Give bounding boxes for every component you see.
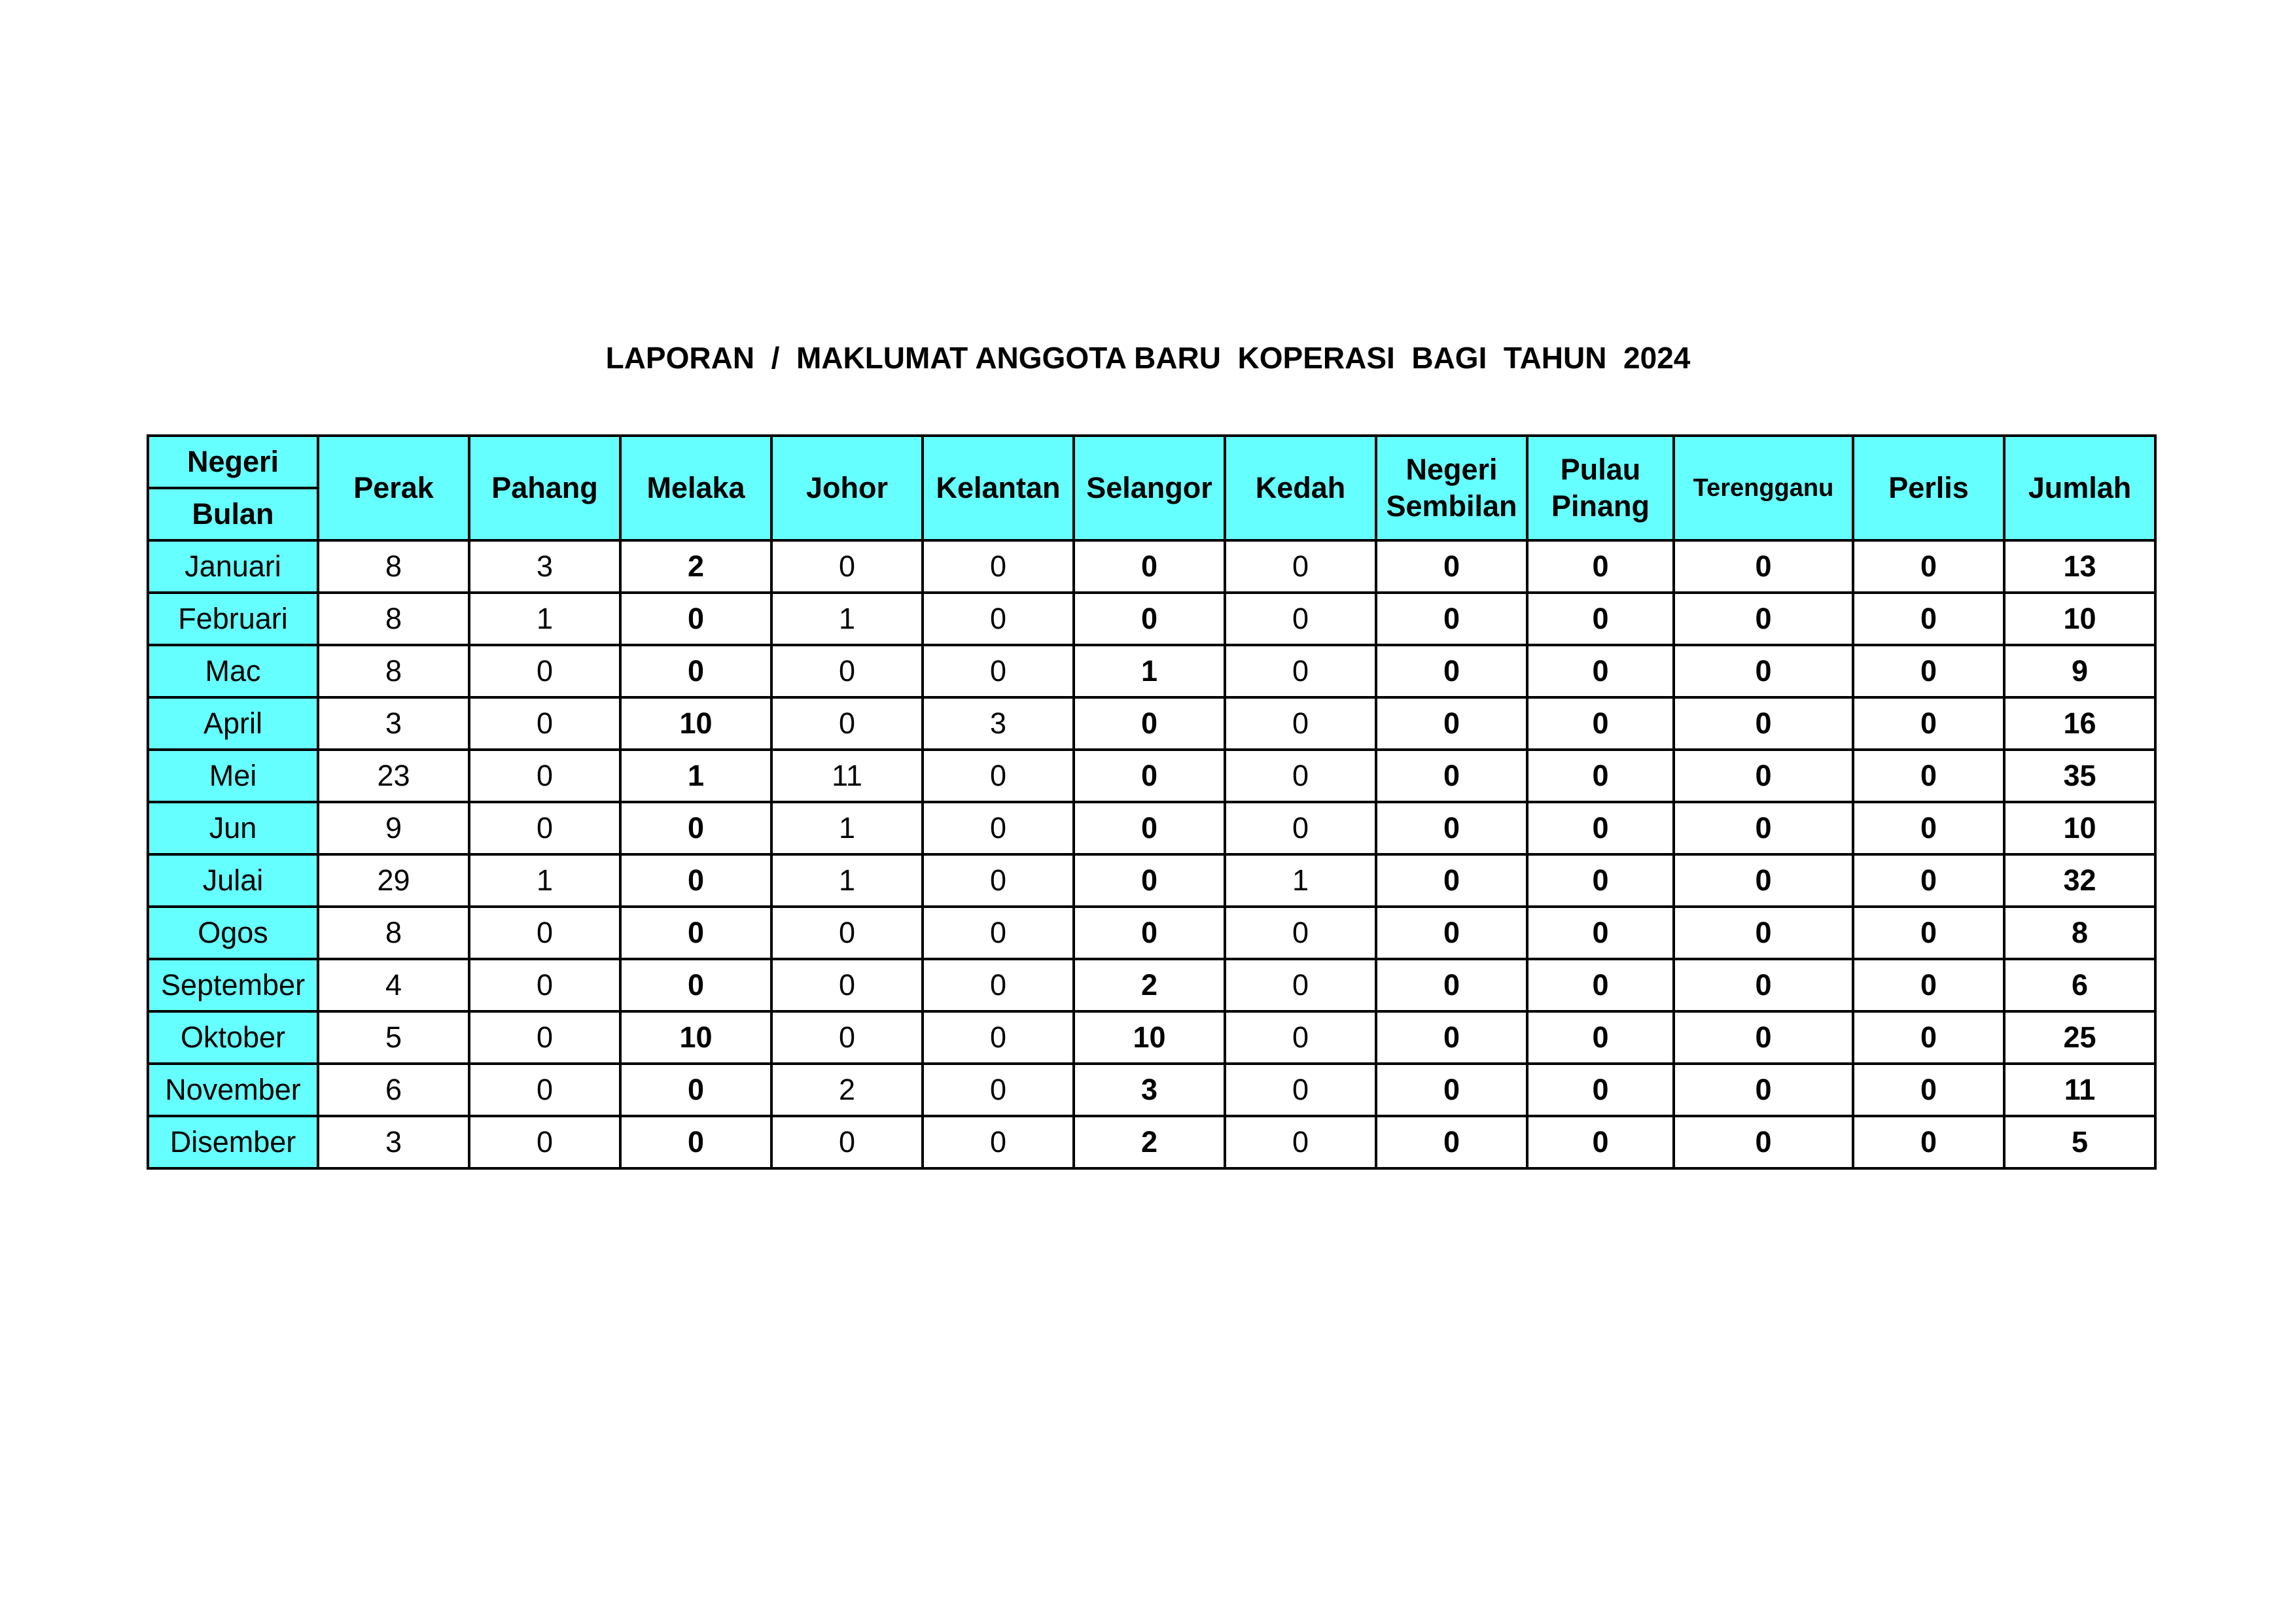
value-cell: 0 xyxy=(1674,959,1853,1011)
value-cell: 0 xyxy=(1674,645,1853,697)
value-cell: 10 xyxy=(1074,1011,1225,1064)
value-cell: 0 xyxy=(771,697,923,750)
value-cell: 0 xyxy=(1376,959,1527,1011)
value-cell: 0 xyxy=(1376,593,1527,645)
value-cell: 0 xyxy=(1225,593,1376,645)
value-cell: 0 xyxy=(923,540,1074,593)
table-row xyxy=(148,1064,2155,1116)
value-cell: 0 xyxy=(620,959,771,1011)
value-cell: 2 xyxy=(1074,1116,1225,1168)
header-johor: Johor xyxy=(771,436,923,540)
value-cell: 0 xyxy=(1376,645,1527,697)
total-cell: 10 xyxy=(2004,802,2155,854)
value-cell: 0 xyxy=(923,1064,1074,1116)
value-cell: 0 xyxy=(1225,1064,1376,1116)
value-cell: 1 xyxy=(469,593,620,645)
value-cell: 0 xyxy=(771,1011,923,1064)
value-cell: 0 xyxy=(1527,593,1674,645)
value-cell: 1 xyxy=(1225,854,1376,907)
value-cell: 1 xyxy=(469,854,620,907)
value-cell: 0 xyxy=(469,697,620,750)
value-cell: 0 xyxy=(1376,750,1527,802)
header-terengganu: Terengganu xyxy=(1674,436,1853,540)
value-cell: 29 xyxy=(318,854,469,907)
value-cell: 0 xyxy=(1074,750,1225,802)
value-cell: 0 xyxy=(1853,1064,2004,1116)
value-cell: 0 xyxy=(469,1116,620,1168)
total-cell: 13 xyxy=(2004,540,2155,593)
header-kedah: Kedah xyxy=(1225,436,1376,540)
table-header xyxy=(148,436,2155,540)
value-cell: 0 xyxy=(1225,697,1376,750)
header-melaka: Melaka xyxy=(620,436,771,540)
value-cell: 0 xyxy=(1674,750,1853,802)
value-cell: 0 xyxy=(923,593,1074,645)
month-cell: Disember xyxy=(148,1116,318,1168)
value-cell: 0 xyxy=(620,802,771,854)
total-cell: 11 xyxy=(2004,1064,2155,1116)
value-cell: 0 xyxy=(1527,645,1674,697)
value-cell: 3 xyxy=(1074,1064,1225,1116)
value-cell: 0 xyxy=(1674,697,1853,750)
value-cell: 2 xyxy=(620,540,771,593)
value-cell: 0 xyxy=(620,1116,771,1168)
value-cell: 0 xyxy=(1225,540,1376,593)
value-cell: 0 xyxy=(469,750,620,802)
value-cell: 0 xyxy=(1674,540,1853,593)
total-cell: 5 xyxy=(2004,1116,2155,1168)
value-cell: 0 xyxy=(1527,750,1674,802)
value-cell: 0 xyxy=(923,1011,1074,1064)
value-cell: 0 xyxy=(1853,750,2004,802)
total-cell: 8 xyxy=(2004,907,2155,959)
value-cell: 0 xyxy=(923,645,1074,697)
value-cell: 0 xyxy=(1376,802,1527,854)
value-cell: 5 xyxy=(318,1011,469,1064)
value-cell: 0 xyxy=(1376,1116,1527,1168)
value-cell: 0 xyxy=(1853,593,2004,645)
value-cell: 0 xyxy=(771,959,923,1011)
value-cell: 8 xyxy=(318,907,469,959)
table-row xyxy=(148,645,2155,697)
value-cell: 0 xyxy=(1225,907,1376,959)
value-cell: 0 xyxy=(923,1116,1074,1168)
header-pulau-pinang: Pulau Pinang xyxy=(1527,436,1674,540)
value-cell: 0 xyxy=(771,907,923,959)
total-cell: 10 xyxy=(2004,593,2155,645)
value-cell: 0 xyxy=(1853,959,2004,1011)
month-cell: Oktober xyxy=(148,1011,318,1064)
value-cell: 0 xyxy=(1376,907,1527,959)
value-cell: 0 xyxy=(620,593,771,645)
members-table xyxy=(147,434,2157,1170)
value-cell: 0 xyxy=(923,907,1074,959)
value-cell: 0 xyxy=(1674,802,1853,854)
total-cell: 16 xyxy=(2004,697,2155,750)
value-cell: 0 xyxy=(1376,540,1527,593)
value-cell: 0 xyxy=(1674,1064,1853,1116)
value-cell: 0 xyxy=(923,959,1074,1011)
table-row xyxy=(148,802,2155,854)
value-cell: 0 xyxy=(1853,645,2004,697)
value-cell: 0 xyxy=(620,645,771,697)
value-cell: 0 xyxy=(771,1116,923,1168)
value-cell: 0 xyxy=(1527,540,1674,593)
month-cell: September xyxy=(148,959,318,1011)
value-cell: 0 xyxy=(620,907,771,959)
month-cell: Januari xyxy=(148,540,318,593)
month-cell: Mac xyxy=(148,645,318,697)
table-row xyxy=(148,854,2155,907)
value-cell: 0 xyxy=(620,854,771,907)
value-cell: 0 xyxy=(1225,802,1376,854)
value-cell: 0 xyxy=(1074,697,1225,750)
header-negeri-sembilan: Negeri Sembilan xyxy=(1376,436,1527,540)
value-cell: 0 xyxy=(1674,854,1853,907)
value-cell: 0 xyxy=(1527,802,1674,854)
total-cell: 32 xyxy=(2004,854,2155,907)
total-cell: 35 xyxy=(2004,750,2155,802)
header-bulan: Bulan xyxy=(148,488,318,540)
table-row xyxy=(148,750,2155,802)
table-row xyxy=(148,1116,2155,1168)
value-cell: 0 xyxy=(1853,697,2004,750)
header-jumlah: Jumlah xyxy=(2004,436,2155,540)
value-cell: 0 xyxy=(1527,1116,1674,1168)
month-cell: Mei xyxy=(148,750,318,802)
table-row xyxy=(148,697,2155,750)
table-row xyxy=(148,959,2155,1011)
value-cell: 0 xyxy=(620,1064,771,1116)
value-cell: 3 xyxy=(469,540,620,593)
value-cell: 0 xyxy=(1225,645,1376,697)
value-cell: 0 xyxy=(1853,1116,2004,1168)
value-cell: 8 xyxy=(318,645,469,697)
month-cell: Ogos xyxy=(148,907,318,959)
value-cell: 0 xyxy=(1853,802,2004,854)
value-cell: 0 xyxy=(469,1011,620,1064)
value-cell: 0 xyxy=(1074,540,1225,593)
value-cell: 0 xyxy=(923,802,1074,854)
value-cell: 0 xyxy=(469,1064,620,1116)
value-cell: 0 xyxy=(469,802,620,854)
value-cell: 0 xyxy=(923,854,1074,907)
value-cell: 23 xyxy=(318,750,469,802)
table-row xyxy=(148,593,2155,645)
value-cell: 1 xyxy=(771,802,923,854)
header-kelantan: Kelantan xyxy=(923,436,1074,540)
table-row xyxy=(148,540,2155,593)
value-cell: 0 xyxy=(1853,1011,2004,1064)
value-cell: 0 xyxy=(469,907,620,959)
value-cell: 0 xyxy=(1074,802,1225,854)
value-cell: 0 xyxy=(469,959,620,1011)
value-cell: 4 xyxy=(318,959,469,1011)
value-cell: 0 xyxy=(1527,1011,1674,1064)
month-cell: April xyxy=(148,697,318,750)
value-cell: 0 xyxy=(771,645,923,697)
value-cell: 0 xyxy=(1074,593,1225,645)
value-cell: 2 xyxy=(771,1064,923,1116)
value-cell: 3 xyxy=(923,697,1074,750)
value-cell: 0 xyxy=(1376,697,1527,750)
value-cell: 0 xyxy=(1674,593,1853,645)
month-cell: Februari xyxy=(148,593,318,645)
value-cell: 0 xyxy=(1853,854,2004,907)
value-cell: 10 xyxy=(620,1011,771,1064)
value-cell: 0 xyxy=(1376,1064,1527,1116)
value-cell: 0 xyxy=(1527,854,1674,907)
total-cell: 9 xyxy=(2004,645,2155,697)
value-cell: 2 xyxy=(1074,959,1225,1011)
value-cell: 0 xyxy=(1225,959,1376,1011)
value-cell: 3 xyxy=(318,697,469,750)
value-cell: 3 xyxy=(318,1116,469,1168)
table-row xyxy=(148,907,2155,959)
value-cell: 0 xyxy=(1674,1011,1853,1064)
table-body xyxy=(148,540,2155,1168)
value-cell: 0 xyxy=(1225,1116,1376,1168)
report-title: LAPORAN / MAKLUMAT ANGGOTA BARU KOPERASI BAGI TAHUN 2024 xyxy=(605,341,1691,375)
value-cell: 0 xyxy=(469,645,620,697)
value-cell: 0 xyxy=(1376,854,1527,907)
header-selangor: Selangor xyxy=(1074,436,1225,540)
value-cell: 11 xyxy=(771,750,923,802)
value-cell: 0 xyxy=(1853,540,2004,593)
header-pahang: Pahang xyxy=(469,436,620,540)
value-cell: 0 xyxy=(923,750,1074,802)
value-cell: 0 xyxy=(1074,907,1225,959)
value-cell: 1 xyxy=(771,593,923,645)
value-cell: 10 xyxy=(620,697,771,750)
value-cell: 8 xyxy=(318,540,469,593)
month-cell: Julai xyxy=(148,854,318,907)
value-cell: 0 xyxy=(1225,1011,1376,1064)
table-row xyxy=(148,1011,2155,1064)
value-cell: 9 xyxy=(318,802,469,854)
value-cell: 0 xyxy=(1074,854,1225,907)
month-cell: Jun xyxy=(148,802,318,854)
value-cell: 1 xyxy=(771,854,923,907)
value-cell: 0 xyxy=(1674,907,1853,959)
value-cell: 1 xyxy=(620,750,771,802)
value-cell: 0 xyxy=(1853,907,2004,959)
value-cell: 0 xyxy=(1527,907,1674,959)
header-negeri: Negeri xyxy=(148,436,318,488)
value-cell: 0 xyxy=(1376,1011,1527,1064)
value-cell: 0 xyxy=(1225,750,1376,802)
header-perak: Perak xyxy=(318,436,469,540)
value-cell: 6 xyxy=(318,1064,469,1116)
value-cell: 0 xyxy=(1527,1064,1674,1116)
month-cell: November xyxy=(148,1064,318,1116)
value-cell: 0 xyxy=(1527,697,1674,750)
total-cell: 25 xyxy=(2004,1011,2155,1064)
header-perlis: Perlis xyxy=(1853,436,2004,540)
value-cell: 8 xyxy=(318,593,469,645)
value-cell: 0 xyxy=(771,540,923,593)
value-cell: 0 xyxy=(1527,959,1674,1011)
value-cell: 0 xyxy=(1674,1116,1853,1168)
value-cell: 1 xyxy=(1074,645,1225,697)
total-cell: 6 xyxy=(2004,959,2155,1011)
